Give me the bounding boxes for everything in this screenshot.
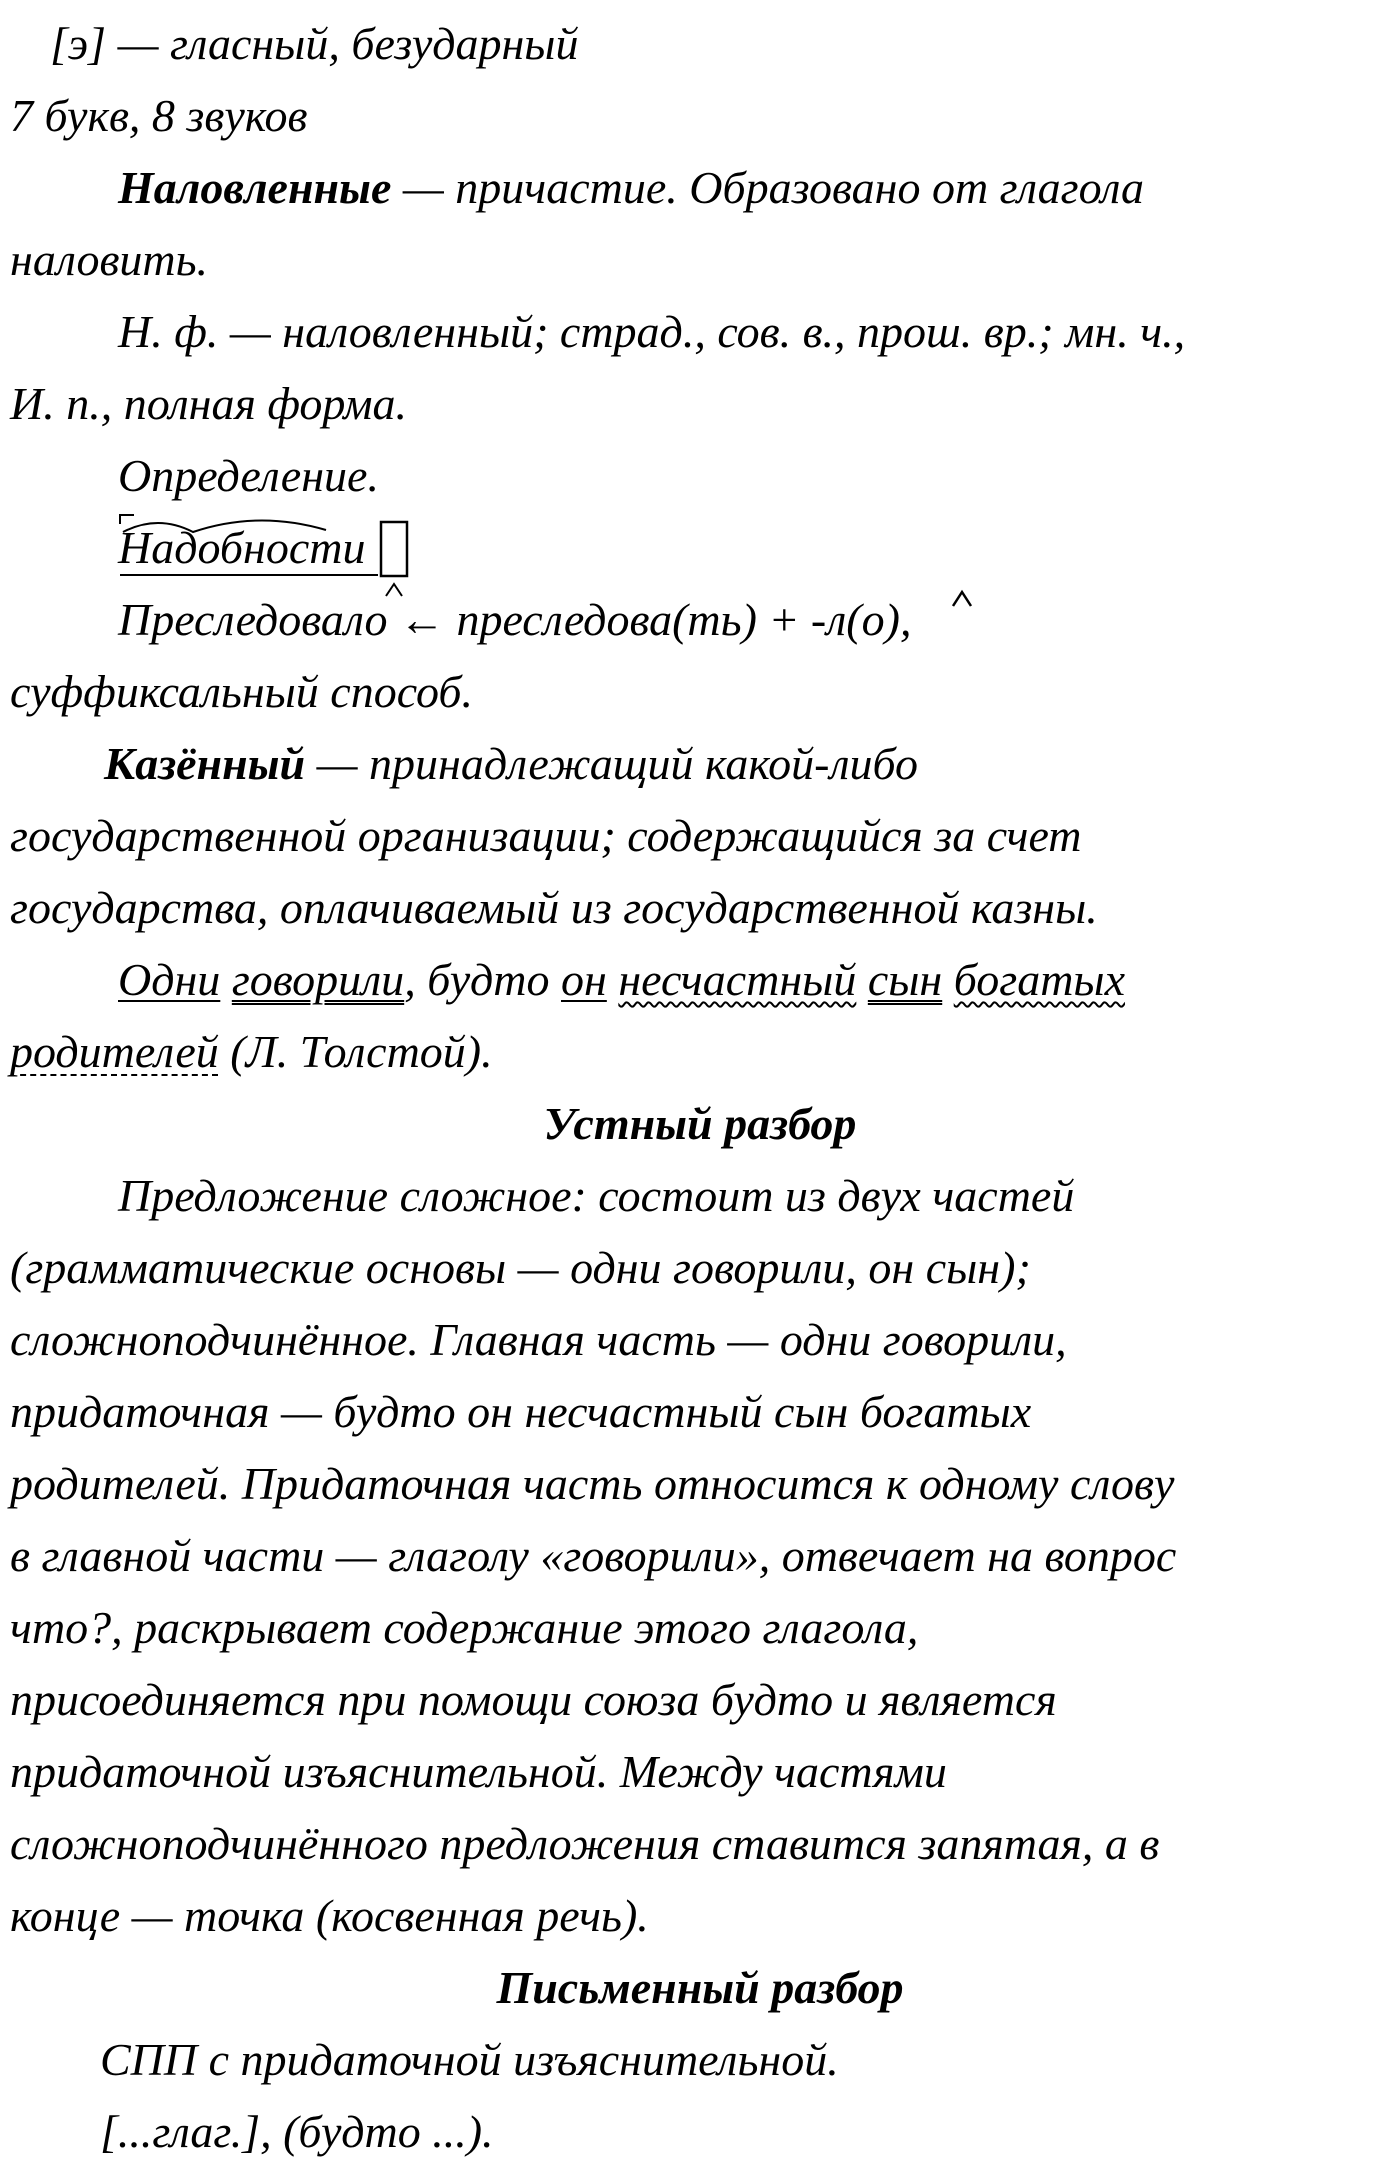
predicate-word: сын: [867, 954, 943, 1005]
suffix-caret-mark: [0, 584, 1400, 656]
sentence-line: [118, 944, 1400, 1016]
text-line: СПП с придаточной изъяснительной.: [100, 2034, 839, 2085]
sentence-line: [10, 1016, 1400, 1088]
text-line: [104, 728, 1400, 800]
attribute-word: несчастный: [618, 954, 857, 1005]
paragraph-line: конце — точка (косвенная речь).: [10, 1890, 649, 1941]
morpheme-marks: [118, 512, 418, 584]
section-heading: Письменный разбор: [496, 1962, 904, 2013]
text-span: ← преследова(ть) + -л(о),: [387, 594, 912, 645]
text-line: Н. ф. — наловленный; страд., сов. в., прош. вр.; мн. ч.,: [118, 306, 1186, 357]
paragraph-line: родителей. Придаточная часть относится к одному слову: [10, 1458, 1175, 1509]
text-line: [э] — гласный, безударный: [50, 18, 579, 69]
text-line: суффиксальный способ.: [10, 666, 474, 717]
paragraph-line: (грамматические основы — одни говорили, он сын);: [10, 1242, 1031, 1293]
text-line: [118, 152, 1400, 224]
section-heading: Устный разбор: [543, 1098, 857, 1149]
text-span: — принадлежащий какой-либо: [305, 738, 919, 789]
morpheme-word: [118, 512, 365, 584]
paragraph-line: что?, раскрывает содержание этого глагола,: [10, 1602, 919, 1653]
text-line: [118, 512, 1400, 584]
text-span: — причастие. Образовано от глагола: [391, 162, 1145, 213]
text-line: Определение.: [118, 450, 379, 501]
bold-term: Наловленные: [118, 162, 392, 213]
object-word: родителей: [10, 1026, 219, 1077]
text-span: (Л. Толстой).: [218, 1026, 493, 1077]
paragraph-line: в главной части — глаголу «говорили», отвечает на вопрос: [10, 1530, 1177, 1581]
paragraph-line: придаточной изъяснительной. Между частями: [10, 1746, 947, 1797]
morpheme-word-text: Надобности: [118, 522, 366, 573]
text-span: , будто: [404, 954, 561, 1005]
text-line: [118, 584, 1400, 656]
text-line: И. п., полная форма.: [10, 378, 407, 429]
bold-term: Казённый: [104, 738, 306, 789]
text-span: [856, 954, 868, 1005]
morpheme-word-text: Преследовало: [118, 594, 388, 645]
paragraph-line: Предложение сложное: состоит из двух частей: [118, 1170, 1075, 1221]
text-line: государственной организации; содержащийся за счет: [10, 810, 1082, 861]
text-line: государства, оплачиваемый из государственной казны.: [10, 882, 1098, 933]
text-line: 7 букв, 8 звуков: [10, 90, 308, 141]
paragraph-line: сложноподчинённое. Главная часть — одни говорили,: [10, 1314, 1067, 1365]
subject-word: он: [561, 954, 607, 1005]
attribute-word: богатых: [953, 954, 1125, 1005]
paragraph-line: присоединяется при помощи союза будто и является: [10, 1674, 1057, 1725]
subject-word: Одни: [118, 954, 221, 1005]
text-line: [...глаг.], (будто ...).: [100, 2106, 494, 2157]
text-line: наловить.: [10, 234, 209, 285]
text-span: [607, 954, 619, 1005]
paragraph-line: сложноподчинённого предложения ставится запятая, а в: [10, 1818, 1160, 1869]
text-span: [942, 954, 954, 1005]
predicate-word: говорили: [231, 954, 405, 1005]
paragraph-line: придаточная — будто он несчастный сын богатых: [10, 1386, 1032, 1437]
